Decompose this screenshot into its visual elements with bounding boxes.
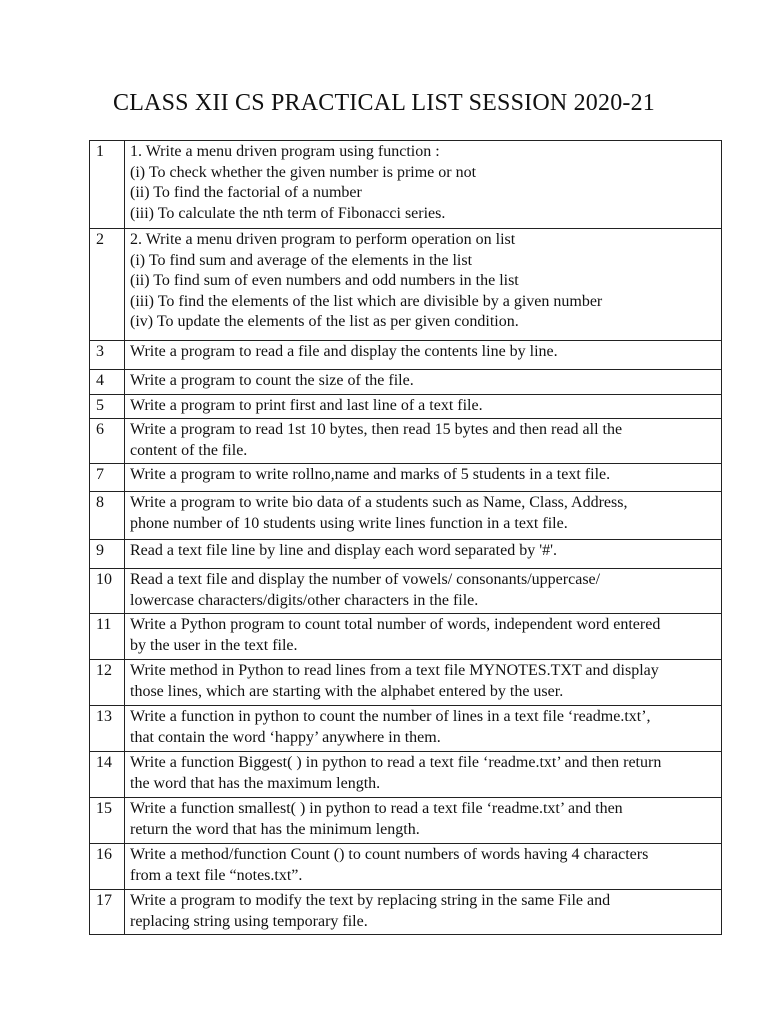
task-description	[125, 752, 722, 798]
task-description	[125, 141, 722, 229]
task-line: (i) To check whether the given number is prime or not	[130, 163, 477, 181]
task-line: 2. Write a menu driven program to perform operation on list	[130, 231, 516, 248]
task-line: (iii) To find the elements of the list which are divisible by a given number	[130, 292, 603, 310]
table-row	[90, 660, 722, 706]
task-line: Write a program to write bio data of a students such as Name, Class, Address,	[130, 494, 628, 511]
row-number: 15	[90, 798, 125, 844]
task-line: (ii) To find the factorial of a number	[130, 184, 362, 201]
task-line: Write a function smallest( ) in python to read a text file ‘readme.txt’ and then	[130, 800, 623, 817]
table-row	[90, 141, 722, 229]
task-description	[125, 464, 722, 492]
table-row	[90, 540, 722, 569]
task-line: by the user in the text file.	[130, 636, 298, 654]
task-line: (i) To find sum and average of the elements in the list	[130, 251, 473, 269]
row-number: 13	[90, 706, 125, 752]
task-description	[125, 660, 722, 706]
task-line: Write a program to print first and last line of a text file.	[130, 396, 483, 414]
table-row	[90, 492, 722, 540]
table-row	[90, 370, 722, 395]
task-description	[125, 614, 722, 660]
row-number: 11	[90, 614, 125, 660]
table-row	[90, 419, 722, 464]
row-number: 14	[90, 752, 125, 798]
row-number: 8	[90, 492, 125, 540]
row-number: 17	[90, 890, 125, 935]
table-row	[90, 798, 722, 844]
page-title: CLASS XII CS PRACTICAL LIST SESSION 2020-21	[112, 90, 655, 116]
task-line: Write a program to read 1st 10 bytes, then read 15 bytes and then read all the	[130, 421, 623, 438]
row-number: 16	[90, 844, 125, 890]
task-line: Write a program to modify the text by replacing string in the same File and	[130, 892, 611, 909]
task-line: those lines, which are starting with the alphabet entered by the user.	[130, 682, 564, 700]
row-number: 7	[90, 464, 125, 492]
task-description	[125, 394, 722, 419]
task-line: replacing string using temporary file.	[130, 912, 368, 930]
practical-list-table	[89, 140, 722, 935]
task-line: 1. Write a menu driven program using function :	[130, 143, 440, 160]
task-line: (iv) To update the elements of the list as per given condition.	[130, 313, 519, 330]
table-row	[90, 464, 722, 492]
table-row	[90, 341, 722, 370]
row-number: 3	[90, 341, 125, 370]
task-line: content of the file.	[130, 441, 248, 459]
row-number: 4	[90, 370, 125, 395]
task-line: Write a function in python to count the number of lines in a text file ‘readme.txt’,	[130, 708, 651, 725]
row-number: 6	[90, 419, 125, 464]
task-line: Write a Python program to count total number of words, independent word entered	[130, 616, 661, 633]
task-description	[125, 844, 722, 890]
task-description	[125, 229, 722, 341]
task-line: Write a program to write rollno,name and marks of 5 students in a text file.	[130, 466, 611, 483]
table-row	[90, 706, 722, 752]
task-line: from a text file “notes.txt”.	[130, 866, 303, 884]
task-line: Read a text file line by line and display each word separated by '#'.	[130, 542, 557, 559]
task-description	[125, 370, 722, 395]
task-description	[125, 492, 722, 540]
task-line: lowercase characters/digits/other characters in the file.	[130, 591, 479, 609]
task-line: the word that has the maximum length.	[130, 774, 381, 792]
task-description	[125, 341, 722, 370]
table-row	[90, 569, 722, 614]
task-description	[125, 798, 722, 844]
row-number: 10	[90, 569, 125, 614]
task-line: Read a text file and display the number of vowels/ consonants/uppercase/	[130, 571, 601, 588]
table-row	[90, 614, 722, 660]
task-description	[125, 890, 722, 935]
table-row	[90, 752, 722, 798]
table-row	[90, 229, 722, 341]
task-line: phone number of 10 students using write lines function in a text file.	[130, 514, 568, 532]
row-number: 1	[90, 141, 125, 229]
task-line: Write a program to read a file and display the contents line by line.	[130, 343, 558, 360]
table-row	[90, 844, 722, 890]
table-row	[90, 890, 722, 935]
row-number: 2	[90, 229, 125, 341]
task-description	[125, 569, 722, 614]
task-description	[125, 706, 722, 752]
task-line: Write method in Python to read lines from a text file MYNOTES.TXT and display	[130, 662, 659, 679]
row-number: 12	[90, 660, 125, 706]
task-line: return the word that has the minimum length.	[130, 820, 420, 838]
task-line: Write a method/function Count () to count numbers of words having 4 characters	[130, 846, 649, 863]
table-row	[90, 394, 722, 419]
task-description	[125, 419, 722, 464]
task-line: (iii) To calculate the nth term of Fibonacci series.	[130, 204, 446, 222]
task-description	[125, 540, 722, 569]
row-number: 5	[90, 394, 125, 419]
row-number: 9	[90, 540, 125, 569]
task-line: Write a function Biggest( ) in python to read a text file ‘readme.txt’ and then return	[130, 754, 662, 771]
task-line: that contain the word ‘happy’ anywhere in them.	[130, 728, 441, 746]
task-line: Write a program to count the size of the file.	[130, 372, 414, 389]
task-line: (ii) To find sum of even numbers and odd numbers in the list	[130, 272, 519, 289]
